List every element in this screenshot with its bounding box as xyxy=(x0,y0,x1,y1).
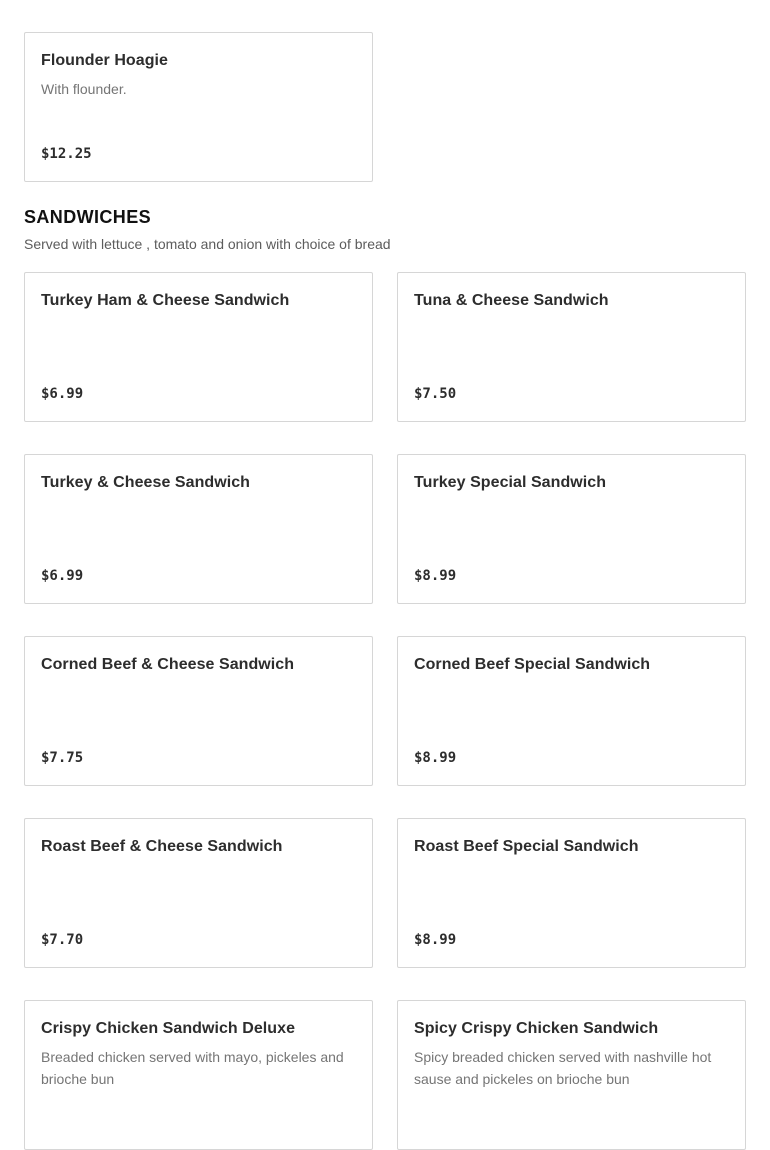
menu-item-price: $8.99 xyxy=(414,750,457,766)
menu-item-price: $6.99 xyxy=(41,568,84,584)
menu-item-card[interactable] xyxy=(24,32,373,182)
menu-item-description: Spicy breaded chicken served with nashville hot sause and pickeles on brioche bun xyxy=(414,1049,712,1087)
menu-item-price: $8.99 xyxy=(414,568,457,584)
menu-item-price: $7.75 xyxy=(41,750,84,766)
menu-item-card[interactable] xyxy=(24,272,373,422)
menu-item-name: Roast Beef Special Sandwich xyxy=(414,838,639,855)
menu-item-name: Tuna & Cheese Sandwich xyxy=(414,292,609,309)
menu-item-name: Turkey Ham & Cheese Sandwich xyxy=(41,292,290,309)
menu-item-card[interactable] xyxy=(24,636,373,786)
menu-item-description: With flounder. xyxy=(41,81,127,97)
section-title: SANDWICHES xyxy=(24,207,152,227)
menu-item-price: $7.50 xyxy=(414,386,457,402)
menu-item-name: Roast Beef & Cheese Sandwich xyxy=(41,838,283,855)
section-subtitle: Served with lettuce , tomato and onion with choice of bread xyxy=(24,236,391,252)
menu-item-card[interactable] xyxy=(397,454,746,604)
menu-item-card[interactable] xyxy=(397,636,746,786)
menu-item-name: Crispy Chicken Sandwich Deluxe xyxy=(41,1020,296,1037)
menu-item-card[interactable] xyxy=(24,818,373,968)
menu-item-name: Flounder Hoagie xyxy=(41,52,168,69)
menu-item-price: $8.99 xyxy=(414,932,457,948)
menu-item-price: $6.99 xyxy=(41,386,84,402)
menu-item-card[interactable] xyxy=(24,454,373,604)
menu-item-card[interactable] xyxy=(397,272,746,422)
menu-item-price: $12.25 xyxy=(41,146,92,162)
menu-item-card[interactable] xyxy=(397,818,746,968)
menu-item-name: Corned Beef & Cheese Sandwich xyxy=(41,656,295,673)
menu-item-name: Corned Beef Special Sandwich xyxy=(414,656,651,673)
menu-item-price: $7.70 xyxy=(41,932,84,948)
menu-item-description: Breaded chicken served with mayo, pickeles and brioche bun xyxy=(41,1049,344,1087)
menu-item-card[interactable] xyxy=(397,1000,746,1150)
menu-item-name: Turkey & Cheese Sandwich xyxy=(41,474,250,491)
menu-item-name: Spicy Crispy Chicken Sandwich xyxy=(414,1020,659,1037)
menu-item-card[interactable] xyxy=(24,1000,373,1150)
menu-item-name: Turkey Special Sandwich xyxy=(414,474,607,491)
